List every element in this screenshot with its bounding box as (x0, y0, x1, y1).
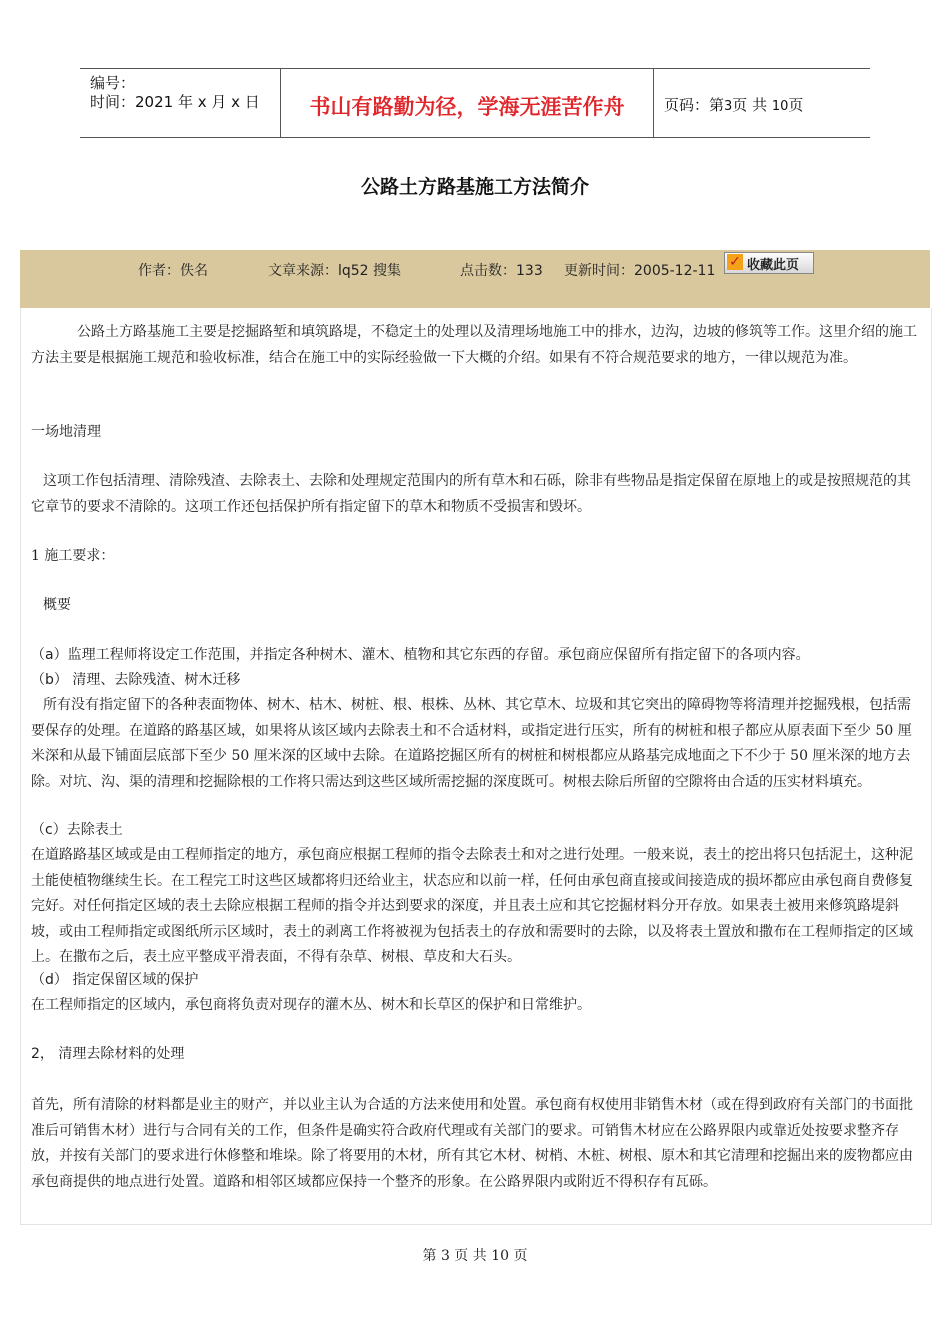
section-heading-disposal: 2， 清理去除材料的处理 (31, 1046, 185, 1062)
page-prefix: 页码：第 (664, 96, 725, 114)
document-date: 时间：2021 年 x 月 x 日 (90, 93, 260, 111)
clicks-text: 点击数：133 (460, 263, 543, 279)
page-footer: 第 3 页 共 10 页 (422, 1248, 528, 1264)
article-title: 公路土方路基施工方法简介 (360, 176, 589, 198)
subheading-item-c: （c）去除表土 (31, 822, 123, 838)
subheading-item-d: （d） 指定保留区域的保护 (31, 972, 199, 988)
page-total: 10 (771, 99, 789, 114)
paragraph-disposal: 首先，所有清除的材料都是业主的财产，并以业主认为合适的方法来使用和处置。承包商有权使用非销售木材（或在得到政府有关部门的书面批准后可销售木材）进行与合同有关的工作，但条件是确实符合政府代理或有关部门的要求。可销售木材应在公路界限内或靠近处按要求整齐存放，并按有关部门的要求进行休修整和堆垛。除了将要用的木材，所有其它木材、树梢、木桩、树根、原木和其它清理和挖掘出来的废物都应由承包商提供的地点进行处置。道路和相邻区域都应保持一个整齐的形象。在公路界限内或附近不得积存有瓦砾。 (31, 1097, 913, 1190)
favorite-button[interactable] (724, 252, 814, 274)
header-middle-cell (281, 69, 654, 137)
checkmark-icon: ✓ (727, 254, 743, 270)
section-heading-requirements: 1 施工要求： (31, 548, 115, 564)
page-suffix: 页 (788, 96, 804, 114)
header-right-cell (654, 69, 870, 137)
subheading-item-b: （b） 清理、去除残渣、树木迁移 (31, 672, 241, 688)
subheading-overview: 概要 (43, 597, 71, 613)
updated-text: 更新时间：2005-12-11 (564, 263, 716, 279)
author-text: 作者：佚名 (138, 263, 208, 279)
paragraph-item-d: 在工程师指定的区域内，承包商将负责对现存的灌木丛、树木和长草区的保护和日常维护。 (31, 997, 591, 1013)
header-left-cell (80, 69, 281, 137)
section-heading-site-clearing: 一场地清理 (31, 424, 101, 440)
document-number-label: 编号： (90, 74, 136, 92)
header-table (80, 68, 870, 138)
header-motto: 书山有路勤为径，学海无涯苦作舟 (309, 94, 625, 119)
paragraph-item-b: 所有没有指定留下的各种表面物体、树木、枯木、树桩、根、根株、丛林、其它草木、垃圾和其它突出的障碍物等将清理并挖掘残根，包括需要保存的处理。在道路的路基区域，如果将从该区域内去除表土和不合适材料，或指定进行压实，所有的树桩和根子都应从原表面下至少 50 厘米深和从最下铺面层底部下至少 50 厘米深的区域中去除。在道路挖掘区所有的树桩和树根都应从路基完成地面之下不少于 50 厘米深的地方去除。对坑、沟、渠的清理和挖掘除根的工作将只需达到这些区域所需挖掘的深度既可。树根去除后所留的空隙将由合适的压实材料填充。 (31, 697, 912, 790)
article-info-bar (20, 250, 930, 308)
source-text: 文章来源：lq52 搜集 (268, 263, 402, 279)
paragraph-intro: 公路土方路基施工主要是挖掘路堑和填筑路堤，不稳定土的处理以及清理场地施工中的排水，边沟，边坡的修筑等工作。这里介绍的施工方法主要是根据施工规范和验收标准，结合在施工中的实际经验做一下大概的介绍。如果有不符合规范要求的地方，一律以规范为准。 (31, 324, 917, 366)
favorite-button-label: 收藏此页 (747, 258, 800, 273)
header-page-info (664, 94, 803, 115)
paragraph-item-a: （a）监理工程师将设定工作范围，并指定各种树木、灌木、植物和其它东西的存留。承包商应保留所有指定留下的各项内容。 (31, 647, 810, 663)
paragraph-site-clearing: 这项工作包括清理、清除残渣、去除表土、去除和处理规定范围内的所有草木和石砾，除非有些物品是指定保留在原地上的或是按照规范的其它章节的要求不清除的。这项工作还包括保护所有指定留下的草木和物质不受损害和毁坏。 (31, 473, 911, 515)
page-mid: 页 共 (732, 96, 768, 114)
paragraph-item-c: 在道路路基区域或是由工程师指定的地方，承包商应根据工程师的指令去除表土和对之进行处理。一般来说，表土的挖出将只包括泥土，这种泥土能使植物继续生长。在工程完工时这些区域都将归还给业主，状态应和以前一样，任何由承包商直接或间接造成的损坏都应由承包商自费修复完好。对任何指定区域的表土去除应根据工程师的指令并达到要求的深度，并且表土应和其它挖掘材料分开存放。如果表土被用来修筑路堤斜坡，或由工程师指定或图纸所示区域时，表土的剥离工作将被视为包括表土的存放和需要时的去除，以及将表土置放和撒布在工程师指定的区域上。在撒布之后，表土应平整成平滑表面，不得有杂草、树根、草皮和大石头。 (31, 847, 913, 965)
article-content (20, 308, 932, 1225)
page-current: 3 (724, 99, 733, 114)
